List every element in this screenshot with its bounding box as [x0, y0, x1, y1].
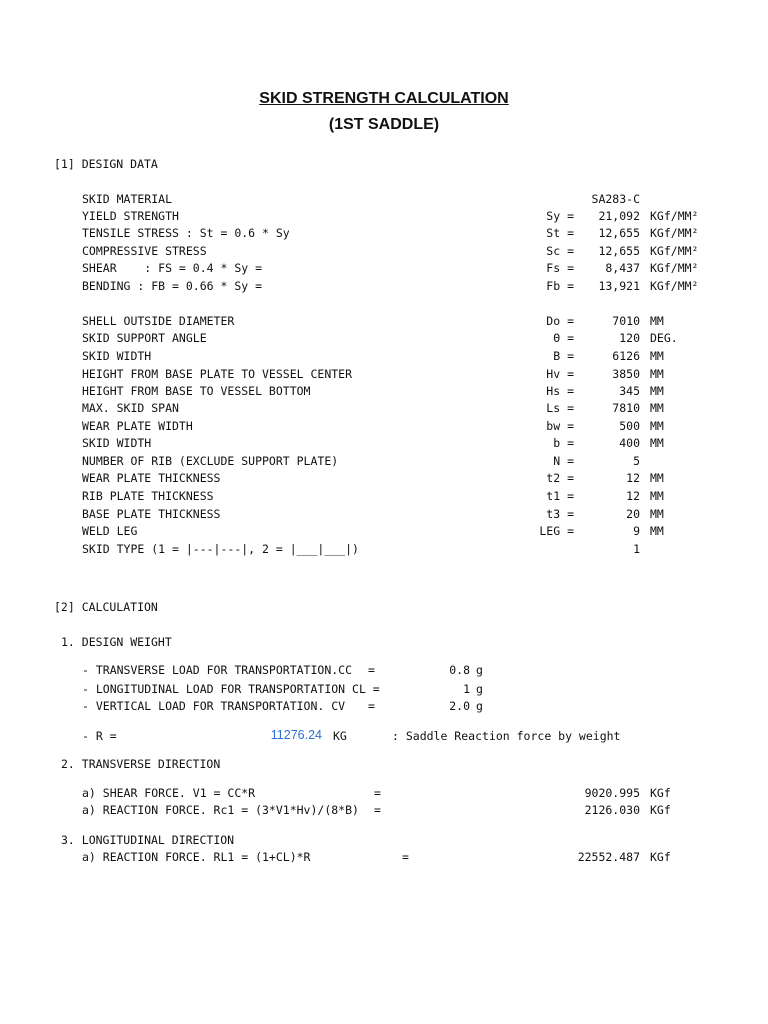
row-value: 3850: [612, 367, 640, 381]
row-unit: KGf/MM²: [650, 226, 699, 240]
row-value: 9: [633, 524, 640, 538]
calc-equals: =: [374, 803, 381, 817]
row-symbol: St =: [546, 226, 574, 240]
row-symbol: LEG =: [539, 524, 574, 538]
row-label: MAX. SKID SPAN: [82, 401, 179, 415]
row-label: SHELL OUTSIDE DIAMETER: [82, 314, 235, 328]
load-unit: g: [476, 699, 483, 713]
calc-label: a) SHEAR FORCE. V1 = CC*R: [82, 786, 256, 800]
row-value: 6126: [612, 349, 640, 363]
row-unit: KGf/MM²: [650, 244, 699, 258]
load-equals: =: [368, 663, 375, 677]
reaction-unit: KG: [333, 729, 347, 743]
calc-value: 22552.487: [577, 850, 640, 864]
row-value: 400: [619, 436, 640, 450]
row-label: SKID WIDTH: [82, 436, 152, 450]
row-unit: MM: [650, 471, 664, 485]
load-label: - LONGITUDINAL LOAD FOR TRANSPORTATION CL =: [82, 682, 380, 696]
row-symbol: Do =: [546, 314, 574, 328]
calc-unit: KGf: [650, 803, 671, 817]
row-symbol: bw =: [546, 419, 574, 433]
row-unit: MM: [650, 314, 664, 328]
reaction-note: : Saddle Reaction force by weight: [392, 729, 621, 743]
row-unit: MM: [650, 419, 664, 433]
row-label: WEAR PLATE THICKNESS: [82, 471, 221, 485]
row-label: YIELD STRENGTH: [82, 209, 179, 223]
row-symbol: t1 =: [546, 489, 574, 503]
row-value: 500: [619, 419, 640, 433]
row-label: BASE PLATE THICKNESS: [82, 507, 221, 521]
row-label: WEAR PLATE WIDTH: [82, 419, 193, 433]
row-unit: MM: [650, 436, 664, 450]
calc-value: 2126.030: [584, 803, 640, 817]
row-value: 20: [626, 507, 640, 521]
row-value: 1: [633, 542, 640, 556]
calc-equals: =: [402, 850, 409, 864]
row-label: TENSILE STRESS : St = 0.6 * Sy: [82, 226, 290, 240]
row-value: 7810: [612, 401, 640, 415]
calc-unit: KGf: [650, 786, 671, 800]
row-unit: MM: [650, 401, 664, 415]
calc-unit: KGf: [650, 850, 671, 864]
row-symbol: Sc =: [546, 244, 574, 258]
row-value: 5: [633, 454, 640, 468]
load-unit: g: [476, 663, 483, 677]
row-symbol: b =: [553, 436, 574, 450]
row-unit: MM: [650, 524, 664, 538]
load-equals: =: [368, 699, 375, 713]
document-subtitle: (1ST SADDLE): [328, 116, 440, 133]
row-unit: DEG.: [650, 331, 678, 345]
material-value: SA283-C: [591, 192, 640, 206]
subsection-heading-transverse: 2. TRANSVERSE DIRECTION: [61, 757, 221, 771]
row-symbol: Sy =: [546, 209, 574, 223]
row-unit: KGf/MM²: [650, 209, 699, 223]
row-label: NUMBER OF RIB (EXCLUDE SUPPORT PLATE): [82, 454, 339, 468]
row-unit: MM: [650, 489, 664, 503]
row-unit: KGf/MM²: [650, 261, 699, 275]
reaction-value: 11276.24: [270, 728, 322, 742]
row-symbol: N =: [553, 454, 574, 468]
row-label: SKID TYPE (1 = |---|---|, 2 = |___|___|): [82, 542, 359, 556]
row-label: HEIGHT FROM BASE PLATE TO VESSEL CENTER: [82, 367, 353, 381]
calc-label: a) REACTION FORCE. Rc1 = (3*V1*Hv)/(8*B): [82, 803, 359, 817]
row-label: RIB PLATE THICKNESS: [82, 489, 214, 503]
subsection-heading-longitudinal: 3. LONGITUDINAL DIRECTION: [61, 833, 235, 847]
row-label: SHEAR : FS = 0.4 * Sy =: [82, 261, 263, 275]
row-label: WELD LEG: [82, 524, 138, 538]
row-symbol: Θ =: [553, 331, 574, 345]
row-value: 12: [626, 471, 640, 485]
row-value: 21,092: [598, 209, 640, 223]
row-unit: MM: [650, 367, 664, 381]
calc-value: 9020.995: [584, 786, 640, 800]
row-symbol: Hs =: [546, 384, 574, 398]
row-label: HEIGHT FROM BASE TO VESSEL BOTTOM: [82, 384, 311, 398]
calc-equals: =: [374, 786, 381, 800]
row-value: 12,655: [598, 244, 640, 258]
row-symbol: Ls =: [546, 401, 574, 415]
subsection-heading-design-weight: 1. DESIGN WEIGHT: [61, 635, 172, 649]
row-value: 12: [626, 489, 640, 503]
row-symbol: Hv =: [546, 367, 574, 381]
row-symbol: Fb =: [546, 279, 574, 293]
row-label: SKID SUPPORT ANGLE: [82, 331, 207, 345]
load-value: 0.8: [449, 663, 470, 677]
row-symbol: B =: [553, 349, 574, 363]
row-symbol: t2 =: [546, 471, 574, 485]
load-value: 2.0: [449, 699, 470, 713]
row-unit: MM: [650, 384, 664, 398]
row-unit: KGf/MM²: [650, 279, 699, 293]
row-value: 13,921: [598, 279, 640, 293]
row-label: COMPRESSIVE STRESS: [82, 244, 207, 258]
calc-label: a) REACTION FORCE. RL1 = (1+CL)*R: [82, 850, 311, 864]
row-value: 8,437: [605, 261, 640, 275]
document-title: SKID STRENGTH CALCULATION: [259, 90, 509, 107]
row-value: 12,655: [598, 226, 640, 240]
material-label: SKID MATERIAL: [82, 192, 173, 206]
load-label: - VERTICAL LOAD FOR TRANSPORTATION. CV: [82, 699, 346, 713]
row-value: 7010: [612, 314, 640, 328]
row-symbol: Fs =: [546, 261, 574, 275]
load-label: - TRANSVERSE LOAD FOR TRANSPORTATION.CC: [82, 663, 353, 677]
section-heading-design-data: [1] DESIGN DATA: [54, 157, 158, 171]
row-label: BENDING : FB = 0.66 * Sy =: [82, 279, 263, 293]
row-label: SKID WIDTH: [82, 349, 152, 363]
row-unit: MM: [650, 349, 664, 363]
row-value: 120: [619, 331, 640, 345]
section-heading-calculation: [2] CALCULATION: [54, 600, 158, 614]
load-value: 1: [463, 682, 470, 696]
row-value: 345: [619, 384, 640, 398]
row-unit: MM: [650, 507, 664, 521]
row-symbol: t3 =: [546, 507, 574, 521]
load-unit: g: [476, 682, 483, 696]
reaction-label: - R =: [82, 729, 117, 743]
